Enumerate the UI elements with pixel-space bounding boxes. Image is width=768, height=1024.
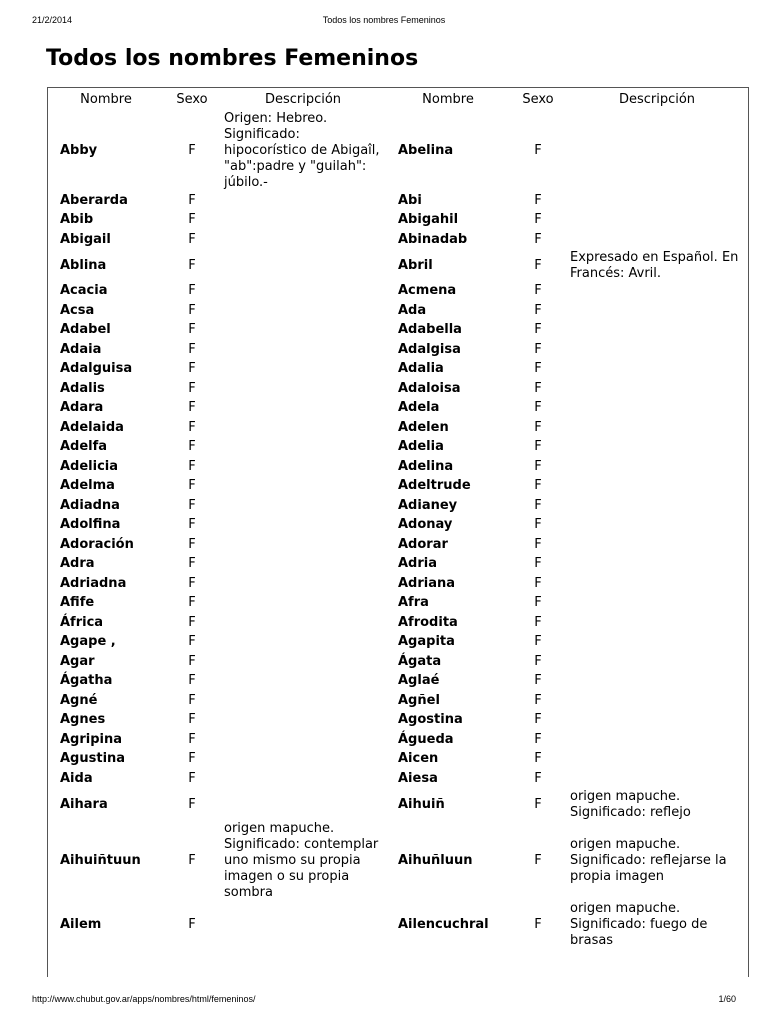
- name-cell-2: Abigahil: [398, 212, 459, 228]
- table-row: [48, 769, 748, 789]
- sex-cell-2: F: [534, 497, 542, 513]
- description-cell: [220, 672, 386, 692]
- sex-cell: F: [188, 556, 196, 572]
- sex-cell: F: [188, 283, 196, 299]
- table-row: [48, 574, 748, 594]
- description-cell: [220, 711, 386, 731]
- name-cell-2: Abril: [398, 257, 433, 273]
- sex-cell: F: [188, 400, 196, 416]
- name-cell-2: Adelen: [398, 419, 449, 435]
- description-cell: [220, 360, 386, 380]
- name-cell: Aberarda: [60, 192, 128, 208]
- name-cell-2: Acmena: [398, 283, 457, 299]
- description-cell-2: [566, 191, 748, 211]
- name-cell-2: Abinadab: [398, 231, 468, 247]
- column-header-nombre: Nombre: [80, 92, 132, 107]
- description-cell-2: [566, 379, 748, 399]
- description-cell: [220, 379, 386, 399]
- name-cell-2: Adonay: [398, 517, 453, 533]
- column-header-descripcion-2: Descripción: [618, 92, 696, 107]
- sex-cell-2: F: [534, 614, 542, 630]
- sex-cell: F: [188, 143, 196, 158]
- sex-cell: F: [188, 517, 196, 533]
- sex-cell: F: [188, 852, 196, 868]
- description-cell: [220, 191, 386, 211]
- name-cell-2: Aglaé: [398, 673, 440, 689]
- sex-cell-2: F: [534, 478, 542, 494]
- name-cell: Agar: [60, 653, 95, 669]
- table-row: [48, 477, 748, 497]
- table-row: [48, 672, 748, 692]
- description-cell-2: [566, 301, 748, 321]
- table-row: [48, 360, 748, 380]
- description-cell-2: [566, 633, 748, 653]
- sex-cell: F: [188, 770, 196, 786]
- name-cell-2: Agapita: [398, 634, 455, 650]
- description-cell: [220, 516, 386, 536]
- sex-cell-2: F: [534, 556, 542, 572]
- sex-cell: F: [188, 614, 196, 630]
- table-row: [48, 321, 748, 341]
- table-row: [48, 613, 748, 633]
- sex-cell: F: [188, 497, 196, 513]
- name-cell-2: Aihuiñ: [398, 796, 445, 812]
- sex-cell: F: [188, 751, 196, 767]
- sex-cell: F: [188, 916, 196, 932]
- sex-cell: F: [188, 380, 196, 396]
- table-row: [48, 789, 748, 821]
- description-cell: [220, 418, 386, 438]
- table-row: [48, 555, 748, 575]
- table-row: [48, 535, 748, 555]
- name-cell-2: Aicen: [398, 751, 439, 767]
- name-cell-2: Águeda: [398, 731, 454, 747]
- table-header-row: [48, 88, 748, 111]
- sex-cell-2: F: [534, 796, 542, 812]
- name-cell-2: Adaloisa: [398, 380, 461, 396]
- description-cell-2: [566, 418, 748, 438]
- description-cell-2: [566, 477, 748, 497]
- sex-cell-2: F: [534, 212, 542, 228]
- table-row: [48, 496, 748, 516]
- table-row: [48, 379, 748, 399]
- sex-cell: F: [188, 192, 196, 208]
- name-cell-2: Adabella: [398, 322, 462, 338]
- name-cell: Afife: [60, 595, 95, 611]
- description-cell-2: [566, 574, 748, 594]
- sex-cell-2: F: [534, 341, 542, 357]
- description-cell-2: [566, 438, 748, 458]
- name-cell: Agustina: [60, 751, 126, 767]
- name-cell-2: Afra: [398, 595, 429, 611]
- sex-cell-2: F: [534, 916, 542, 932]
- description-cell: [220, 535, 386, 555]
- table-row: [48, 399, 748, 419]
- table-body: [48, 111, 748, 949]
- table-row: [48, 230, 748, 250]
- sex-cell-2: F: [534, 536, 542, 552]
- description-cell-2: [566, 321, 748, 341]
- description-cell-2: [566, 691, 748, 711]
- name-cell: Adelicia: [60, 458, 119, 474]
- names-table: [48, 88, 748, 949]
- table-row: [48, 301, 748, 321]
- name-cell: Adra: [60, 556, 95, 572]
- sex-cell: F: [188, 634, 196, 650]
- name-cell: Agape ,: [60, 634, 116, 650]
- description-cell-2: [566, 457, 748, 477]
- table-row: [48, 633, 748, 653]
- table-row: [48, 821, 748, 901]
- names-table-frame: [47, 87, 749, 977]
- sex-cell: F: [188, 692, 196, 708]
- table-row: [48, 594, 748, 614]
- sex-cell-2: F: [534, 419, 542, 435]
- sex-cell-2: F: [534, 380, 542, 396]
- description-cell-2: [566, 594, 748, 614]
- print-url: http://www.chubut.gov.ar/apps/nombres/html/femeninos/: [32, 994, 256, 1004]
- sex-cell: F: [188, 361, 196, 377]
- description-cell-2: [566, 399, 748, 419]
- column-header-sexo: Sexo: [176, 92, 208, 107]
- page-title: Todos los nombres Femeninos: [46, 46, 419, 71]
- description-cell-2: [566, 282, 748, 302]
- description-cell: [220, 769, 386, 789]
- table-row: [48, 211, 748, 231]
- sex-cell: F: [188, 231, 196, 247]
- description-cell: [220, 230, 386, 250]
- sex-cell-2: F: [534, 692, 542, 708]
- sex-cell: F: [188, 796, 196, 812]
- name-cell: Ablina: [60, 257, 107, 273]
- table-row: [48, 516, 748, 536]
- sex-cell: F: [188, 458, 196, 474]
- name-cell-2: Ailencuchral: [398, 916, 489, 932]
- name-cell: Adelfa: [60, 439, 108, 455]
- sex-cell-2: F: [534, 322, 542, 338]
- table-row: [48, 730, 748, 750]
- print-footer: [32, 994, 736, 1008]
- name-cell-2: Adianey: [398, 497, 458, 513]
- description-cell: [220, 340, 386, 360]
- description-cell-2: [566, 535, 748, 555]
- sex-cell: F: [188, 439, 196, 455]
- name-cell: Adelaida: [60, 419, 124, 435]
- name-cell: Agripina: [60, 731, 123, 747]
- description-cell: [220, 652, 386, 672]
- sex-cell-2: F: [534, 575, 542, 591]
- column-header-nombre-2: Nombre: [422, 92, 474, 107]
- name-cell-2: Ágata: [398, 653, 442, 669]
- sex-cell-2: F: [534, 257, 542, 273]
- name-cell-2: Adeltrude: [398, 478, 471, 494]
- description-cell: [220, 613, 386, 633]
- sex-cell-2: F: [534, 143, 542, 158]
- column-header-sexo-2: Sexo: [522, 92, 554, 107]
- description-cell: [220, 691, 386, 711]
- name-cell-2: Adalia: [398, 361, 444, 377]
- print-date: 21/2/2014: [32, 15, 73, 25]
- table-row: [48, 457, 748, 477]
- description-cell-2: [566, 340, 748, 360]
- name-cell: Aida: [60, 770, 93, 786]
- name-cell: Ágatha: [60, 673, 113, 689]
- description-cell-2: [566, 555, 748, 575]
- sex-cell: F: [188, 575, 196, 591]
- name-cell-2: Aihuñluun: [398, 852, 473, 868]
- name-cell-2: Adria: [398, 556, 438, 572]
- name-cell: Acacia: [60, 283, 108, 299]
- description-cell: [220, 750, 386, 770]
- name-cell: Adalguisa: [60, 361, 133, 377]
- description-cell: [220, 789, 386, 821]
- name-cell: Adoración: [60, 536, 134, 552]
- name-cell: Adalis: [60, 380, 105, 396]
- sex-cell-2: F: [534, 751, 542, 767]
- sex-cell-2: F: [534, 634, 542, 650]
- name-cell: África: [60, 614, 104, 630]
- description-cell: [220, 730, 386, 750]
- sex-cell-2: F: [534, 302, 542, 318]
- description-cell: [220, 555, 386, 575]
- description-cell-2: [566, 230, 748, 250]
- description-cell: Origen: Hebreo. Significado: hipocorístico de Abigaîl, "ab":padre y "guilah": júbilo.-: [224, 111, 380, 190]
- description-cell-2: Expresado en Español. En Francés: Avril.: [570, 249, 739, 281]
- name-cell: Agnes: [60, 712, 106, 728]
- table-row: [48, 750, 748, 770]
- name-cell: Adriadna: [60, 575, 127, 591]
- table-row: [48, 111, 748, 191]
- sex-cell-2: F: [534, 770, 542, 786]
- description-cell: origen mapuche. Significado: contemplar uno mismo su propia imagen o su propia sombra: [224, 820, 379, 900]
- sex-cell-2: F: [534, 400, 542, 416]
- sex-cell-2: F: [534, 283, 542, 299]
- sex-cell-2: F: [534, 439, 542, 455]
- sex-cell-2: F: [534, 653, 542, 669]
- sex-cell-2: F: [534, 192, 542, 208]
- name-cell: Aihuiñtuun: [60, 852, 141, 868]
- table-row: [48, 711, 748, 731]
- description-cell: [220, 901, 386, 949]
- name-cell-2: Adorar: [398, 536, 448, 552]
- sex-cell-2: F: [534, 712, 542, 728]
- sex-cell-2: F: [534, 361, 542, 377]
- description-cell-2: [566, 613, 748, 633]
- name-cell: Adelma: [60, 478, 115, 494]
- description-cell: [220, 282, 386, 302]
- print-header: [32, 15, 736, 29]
- table-row: [48, 901, 748, 949]
- description-cell-2: [566, 730, 748, 750]
- table-row: [48, 340, 748, 360]
- name-cell-2: Aiesa: [398, 770, 438, 786]
- description-cell-2: [566, 652, 748, 672]
- description-cell-2: [566, 211, 748, 231]
- sex-cell-2: F: [534, 673, 542, 689]
- name-cell: Adaia: [60, 341, 102, 357]
- description-cell: [220, 321, 386, 341]
- name-cell-2: Agñel: [398, 692, 440, 708]
- description-cell: [220, 301, 386, 321]
- sex-cell: F: [188, 322, 196, 338]
- name-cell-2: Abi: [398, 192, 422, 208]
- name-cell: Abigail: [60, 231, 111, 247]
- name-cell: Ailem: [60, 916, 102, 932]
- sex-cell: F: [188, 478, 196, 494]
- sex-cell: F: [188, 419, 196, 435]
- sex-cell: F: [188, 673, 196, 689]
- name-cell-2: Adela: [398, 400, 440, 416]
- description-cell: [220, 457, 386, 477]
- name-cell: Adabel: [60, 322, 111, 338]
- table-row: [48, 282, 748, 302]
- description-cell-2: origen mapuche. Significado: reflejo: [570, 788, 691, 820]
- description-cell: [220, 250, 386, 282]
- name-cell: Adolfina: [60, 517, 121, 533]
- name-cell: Agné: [60, 692, 98, 708]
- name-cell: Adara: [60, 400, 104, 416]
- description-cell: [220, 211, 386, 231]
- sex-cell: F: [188, 536, 196, 552]
- name-cell: Abby: [60, 143, 98, 158]
- name-cell: Aihara: [60, 796, 108, 812]
- description-cell: [220, 574, 386, 594]
- description-cell-2: [566, 769, 748, 789]
- sex-cell: F: [188, 595, 196, 611]
- name-cell-2: Adriana: [398, 575, 456, 591]
- sex-cell: F: [188, 731, 196, 747]
- name-cell-2: Agostina: [398, 712, 463, 728]
- table-row: [48, 652, 748, 672]
- sex-cell-2: F: [534, 458, 542, 474]
- sex-cell-2: F: [534, 852, 542, 868]
- sex-cell-2: F: [534, 231, 542, 247]
- name-cell-2: Abelina: [398, 143, 454, 158]
- description-cell: [220, 477, 386, 497]
- description-cell: [220, 496, 386, 516]
- description-cell-2: origen mapuche. Significado: reflejarse la propia imagen: [570, 836, 727, 884]
- sex-cell: F: [188, 712, 196, 728]
- description-cell-2: [566, 750, 748, 770]
- name-cell-2: Adelia: [398, 439, 444, 455]
- name-cell-2: Ada: [398, 302, 427, 318]
- print-title: Todos los nombres Femeninos: [322, 15, 446, 25]
- sex-cell-2: F: [534, 731, 542, 747]
- description-cell-2: origen mapuche. Significado: fuego de brasas: [570, 900, 708, 948]
- name-cell-2: Adalgisa: [398, 341, 461, 357]
- sex-cell-2: F: [534, 595, 542, 611]
- name-cell-2: Adelina: [398, 458, 454, 474]
- table-row: [48, 250, 748, 282]
- sex-cell: F: [188, 212, 196, 228]
- description-cell-2: [566, 111, 748, 191]
- description-cell: [220, 633, 386, 653]
- name-cell: Acsa: [60, 302, 95, 318]
- description-cell-2: [566, 672, 748, 692]
- table-row: [48, 438, 748, 458]
- description-cell: [220, 594, 386, 614]
- name-cell: Abib: [60, 212, 94, 228]
- name-cell: Adiadna: [60, 497, 120, 513]
- sex-cell: F: [188, 257, 196, 273]
- sex-cell: F: [188, 653, 196, 669]
- table-row: [48, 191, 748, 211]
- description-cell-2: [566, 496, 748, 516]
- description-cell-2: [566, 360, 748, 380]
- page-number: 1/60: [718, 994, 736, 1004]
- column-header-descripcion: Descripción: [264, 92, 342, 107]
- description-cell-2: [566, 711, 748, 731]
- description-cell: [220, 399, 386, 419]
- table-row: [48, 418, 748, 438]
- description-cell-2: [566, 516, 748, 536]
- name-cell-2: Afrodita: [398, 614, 458, 630]
- sex-cell: F: [188, 341, 196, 357]
- description-cell: [220, 438, 386, 458]
- sex-cell: F: [188, 302, 196, 318]
- table-row: [48, 691, 748, 711]
- sex-cell-2: F: [534, 517, 542, 533]
